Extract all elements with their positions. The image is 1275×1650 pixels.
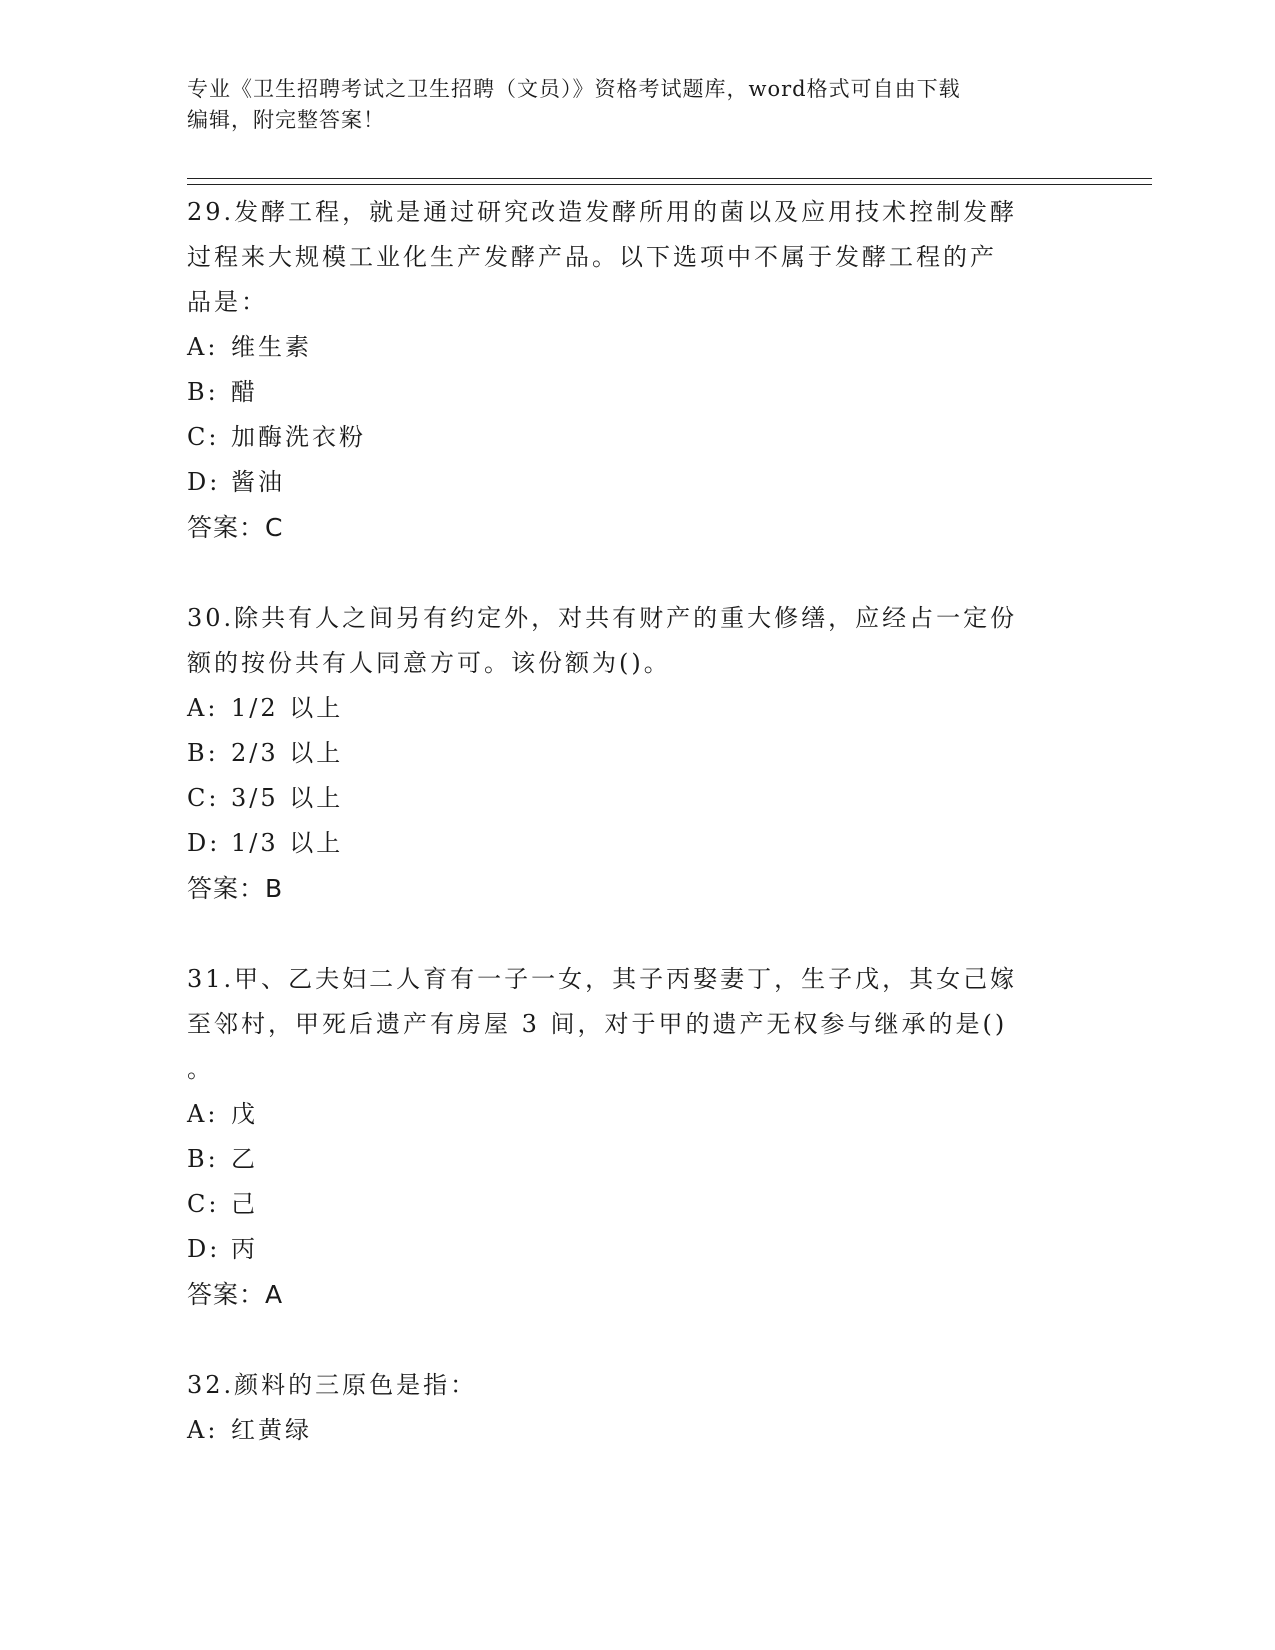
option-text: 酱油 [231,468,285,496]
option-text: 加酶洗衣粉 [231,423,366,451]
header-divider [187,178,1152,185]
option-text: 醋 [231,378,258,406]
option-text: 3/5 以上 [231,784,344,812]
answer-option [187,1227,1087,1272]
answer-option [187,821,1087,866]
answer-option [187,776,1087,821]
answer-key: 答案：B [187,874,284,903]
option-letter: B: [187,378,219,406]
question-block [187,1363,1087,1453]
option-text: 丙 [231,1235,258,1263]
question-stem-line: 29.发酵工程，就是通过研究改造发酵所用的菌以及应用技术控制发酵 [187,198,1018,226]
answer-option [187,415,1087,460]
answer-option [187,370,1087,415]
option-letter: C: [187,784,220,812]
option-text: 戊 [231,1100,258,1128]
question-list [187,190,1087,1499]
option-text: 乙 [231,1145,258,1173]
question-block [187,596,1087,911]
option-letter: B: [187,1145,219,1173]
answer-option [187,686,1087,731]
option-letter: D: [187,829,221,857]
question-block [187,957,1087,1317]
option-text: 红黄绿 [231,1416,312,1444]
answer-key: 答案：C [187,513,284,542]
question-stem-line: 品是： [187,288,268,316]
option-letter: A: [187,333,219,361]
answer-key: 答案：A [187,1280,284,1309]
question-stem-line: 额的按份共有人同意方可。该份额为()。 [187,649,671,677]
question-stem-line: 。 [187,1055,214,1083]
header-line-1: 专业《卫生招聘考试之卫生招聘（文员）》资格考试题库，word格式可自由下载 [187,77,961,101]
option-letter: A: [187,1416,219,1444]
question-stem-line: 32.颜料的三原色是指： [187,1371,478,1399]
option-text: 1/2 以上 [231,694,344,722]
option-text: 己 [231,1190,258,1218]
option-text: 维生素 [231,333,312,361]
option-letter: C: [187,423,220,451]
answer-option [187,731,1087,776]
answer-option [187,1137,1087,1182]
option-letter: D: [187,468,221,496]
option-letter: D: [187,1235,221,1263]
answer-option [187,325,1087,370]
option-text: 1/3 以上 [231,829,344,857]
option-letter: A: [187,694,219,722]
option-letter: A: [187,1100,219,1128]
answer-option [187,1408,1087,1453]
header-line-2: 编辑，附完整答案！ [187,108,385,132]
option-letter: B: [187,739,219,767]
answer-option [187,1182,1087,1227]
document-header [187,74,1087,136]
question-stem-line: 30.除共有人之间另有约定外，对共有财产的重大修缮，应经占一定份 [187,604,1018,632]
option-letter: C: [187,1190,220,1218]
option-text: 2/3 以上 [231,739,344,767]
answer-option [187,460,1087,505]
question-stem-line: 过程来大规模工业化生产发酵产品。以下选项中不属于发酵工程的产 [187,243,997,271]
question-stem-line: 31.甲、乙夫妇二人育有一子一女，其子丙娶妻丁，生子戊，其女己嫁 [187,965,1018,993]
question-block [187,190,1087,550]
question-stem-line: 至邻村，甲死后遗产有房屋 3 间，对于甲的遗产无权参与继承的是() [187,1010,1008,1038]
answer-option [187,1092,1087,1137]
